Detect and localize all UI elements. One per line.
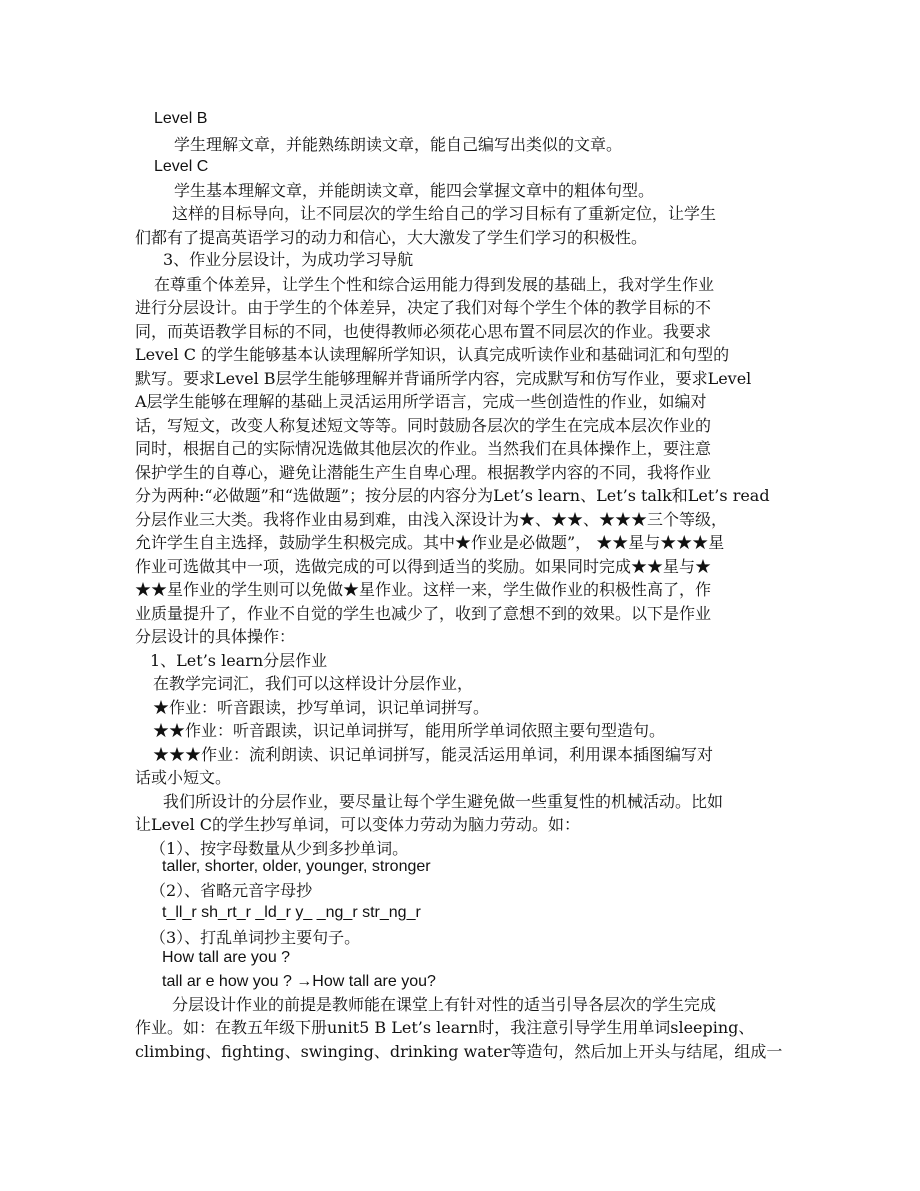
text-line: 允许学生自主选择，鼓励学生积极完成。其中★作业是必做题”， ★★星与★★★星 xyxy=(135,533,725,552)
heading-level-b: Level B xyxy=(154,110,208,127)
homework-level-2: ★★作业：听音跟读，识记单词拼写，能用所学单词依照主要句型造句。 xyxy=(153,721,666,740)
text-line: 默写。要求Level B层学生能够理解并背诵所学内容，完成默写和仿写作业，要求Level xyxy=(135,369,752,388)
text-line: 进行分层设计。由于学生的个体差异，决定了我们对每个学生个体的教学目标的不 xyxy=(135,298,712,317)
text-line: 话或小短文。 xyxy=(135,768,232,787)
text-line: 在尊重个体差异，让学生个性和综合运用能力得到发展的基础上，我对学生作业 xyxy=(154,275,715,294)
text-line: Level C 的学生能够基本认读理解所学知识，认真完成听读作业和基础词汇和句型的 xyxy=(135,345,730,364)
text-line: 这样的目标导向，让不同层次的学生给自己的学习目标有了重新定位，让学生 xyxy=(172,204,717,223)
text-line: 我们所设计的分层作业，要尽量让每个学生避免做一些重复性的机械活动。比如 xyxy=(163,792,724,811)
text-line: 业质量提升了，作业不自觉的学生也减少了，收到了意想不到的效果。以下是作业 xyxy=(135,604,712,623)
example-words: taller, shorter, older, younger, stronger xyxy=(162,858,431,875)
text-line: 让Level C的学生抄写单词，可以变体力劳动为脑力劳动。如： xyxy=(135,815,581,834)
text-line: 分为两种:“必做题”和“选做题”；按分层的内容分为Let’s learn、Let’s talk和Let’s read xyxy=(135,486,770,505)
text-line: A层学生能够在理解的基础上灵活运用所学语言，完成一些创造性的作业，如编对 xyxy=(135,392,707,411)
text-line: 作业可选做其中一项，选做完成的可以得到适当的奖励。如果同时完成★★星与★ xyxy=(135,557,712,576)
heading-level-c: Level C xyxy=(154,158,209,175)
text-line: 分层设计作业的前提是教师能在课堂上有针对性的适当引导各层次的学生完成 xyxy=(172,995,717,1014)
text-line: （2）、省略元音字母抄 xyxy=(150,881,313,900)
text-line: 们都有了提高英语学习的动力和信心，大大激发了学生们学习的积极性。 xyxy=(135,228,648,247)
example-sentence: How tall are you ? xyxy=(162,949,291,966)
text-line: climbing、fighting、swinging、drinking water等造句，然后加上开头与结尾，组成一 xyxy=(135,1042,783,1061)
example-blanks: t_ll_r sh_rt_r _ld_r y_ _ng_r str_ng_r xyxy=(162,904,421,921)
section-heading: 3、作业分层设计，为成功学习导航 xyxy=(163,250,414,269)
text-line: 分层作业三大类。我将作业由易到难，由浅入深设计为★、★★、★★★三个等级， xyxy=(135,510,728,529)
homework-level-1: ★作业：听音跟读，抄写单词，识记单词拼写。 xyxy=(153,698,490,717)
text-line: 作业。如：在教五年级下册unit5 B Let’s learn时，我注意引导学生用单词sleeping、 xyxy=(135,1018,755,1037)
text-line: 学生基本理解文章，并能朗读文章，能四会掌握文章中的粗体句型。 xyxy=(174,181,655,200)
text-line: 学生理解文章，并能熟练朗读文章，能自己编写出类似的文章。 xyxy=(174,135,623,154)
text-line: 同，而英语教学目标的不同，也使得教师必须花心思布置不同层次的作业。我要求 xyxy=(135,322,712,341)
subsection-heading: 1、Let’s learn分层作业 xyxy=(150,651,328,670)
text-line: 在教学完词汇，我们可以这样设计分层作业， xyxy=(153,674,474,693)
text-line: （1）、按字母数量从少到多抄单词。 xyxy=(150,839,409,858)
text-line: 同时，根据自己的实际情况选做其他层次的作业。当然我们在具体操作上，要注意 xyxy=(135,439,712,458)
text-line: （3）、打乱单词抄主要句子。 xyxy=(150,928,361,947)
text-line: 保护学生的自尊心，避免让潜能生产生自卑心理。根据教学内容的不同，我将作业 xyxy=(135,463,712,482)
homework-level-3: ★★★作业：流利朗读、识记单词拼写，能灵活运用单词，利用课本插图编写对 xyxy=(153,745,714,764)
text-line: 话，写短文，改变人称复述短文等等。同时鼓励各层次的学生在完成本层次作业的 xyxy=(135,416,712,435)
example-scrambled: tall ar e how you ? →How tall are you? xyxy=(162,973,436,990)
text-line: ★★星作业的学生则可以免做★星作业。这样一来，学生做作业的积极性高了，作 xyxy=(135,580,712,599)
text-line: 分层设计的具体操作： xyxy=(135,627,296,646)
